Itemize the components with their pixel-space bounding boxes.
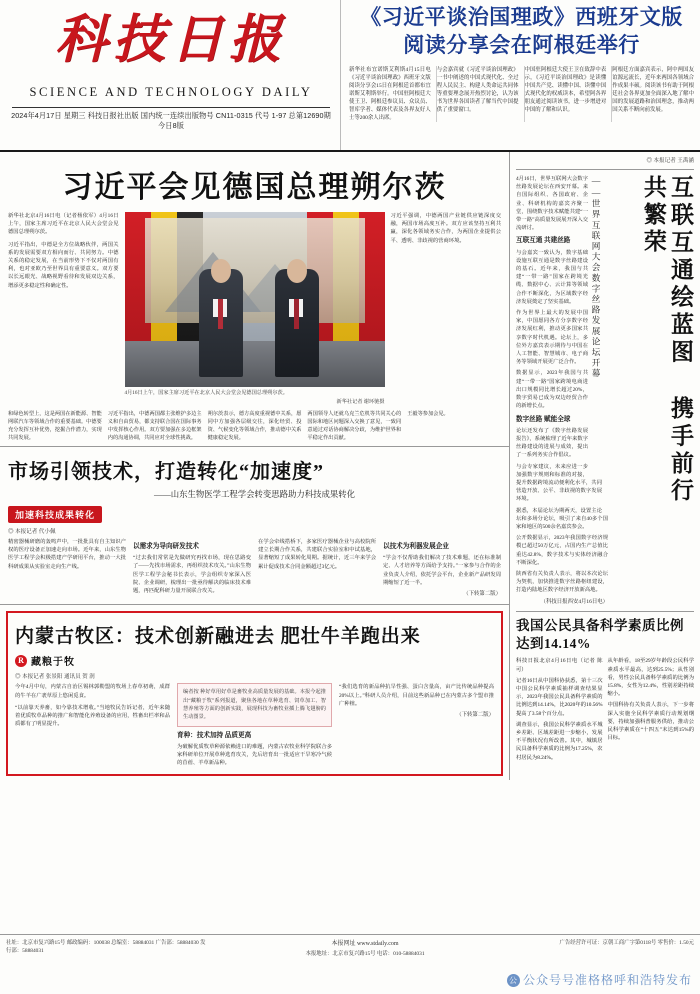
story2-column-4 — [383, 538, 501, 598]
story3-tag-row — [15, 653, 494, 668]
story3-continuation: （下转第二版） — [456, 712, 494, 719]
story1-lower-2: 习近平指出，中德两国都主张维护多边主义和自由贸易，都支持联合国在国际事务中发挥核心作用。双方要加强在多边框架内的沟通协调，共同应对全球性挑战。 — [107, 410, 202, 441]
story2-section-tag: 加速科技成果转化 — [8, 506, 102, 523]
story2-columns — [8, 538, 501, 598]
right-vertical-subtitle: ——世界互联网大会数字丝路发展论坛开幕 — [591, 175, 601, 380]
masthead-left — [0, 0, 340, 150]
right-story2-p2: 调查显示，我国公民科学素质水平城乡差距、区域差距进一步缩小，发展不平衡状况有所改善。其中，城镇居民具备科学素质的比例为17.25%，农村居民为8.24%。 — [516, 721, 603, 761]
right-story2-col2 — [608, 657, 695, 761]
story3-column-1 — [15, 683, 170, 767]
right-story2-columns — [516, 657, 694, 761]
masthead-divider — [12, 107, 330, 108]
right-subhead-2: 数字丝路 赋能全球 — [516, 415, 571, 423]
story-market-tech — [0, 447, 509, 605]
story2-column-1 — [8, 538, 126, 598]
right-p1: 与会嘉宾一致认为，数字基础设施互联互通是数字丝路建设的基石。近年来，我国与共建“一带一路”国家在跨境光缆、数据中心、云计算等领域合作不断深化，为区域数字经济发展奠定了坚实基础。 — [516, 249, 588, 305]
story3-byline: ◎ 本报记者 张景阳 通讯员 贺 润 — [15, 674, 95, 681]
story1-column-3 — [391, 212, 502, 405]
story3-editor-note: 编者按 种好草用好草是畜牧业高质量发展的基础。本报今起推出“藏粮于牧”系列报道，聚焦各地在草种选育、饲草加工、智慧养殖等方面的创新实践，展现科技为畜牧业插上腾飞翅膀的生动图景。 — [177, 683, 332, 726]
story1-column-1 — [8, 212, 119, 405]
left-column-zone — [0, 152, 510, 780]
story2-col2-text: “过去我们常常是先做研究再找市场，现在思路变了——先找市场需求，再组织技术攻关。”山东生物医学工程学会秘书长表示，学会组织专家深入医院、企业调研，梳理出一批亟待解决的临床技术难题，再匹配科研力量开展联合攻关。 — [133, 555, 251, 595]
masthead-metadata: 2024年4月17日 星期三 科技日报社出版 国内统一连续出版物号 CN11-0315 代号 1-97 总第12690期 今日8版 — [11, 110, 331, 130]
right-p7: 公开数据显示，2023年我国数字经济规模已超过50万亿元，占国内生产总值比重达42.8%，数字技术与实体经济融合不断深化。 — [516, 535, 608, 566]
story-inner-mongolia-boxed — [6, 611, 503, 775]
story2-column-3 — [258, 538, 376, 598]
story1-lower-5: 王毅等参加会见。 — [407, 410, 449, 417]
right-story2-byline: 科技日报北京4月16日电（记者 陈 可） — [516, 658, 603, 673]
right-p3: 数据显示，2023年我国与共建“一带一路”国家跨境电商进出口规模同比增长超过20%，数字贸易已成为双边经贸合作的新增长点。 — [516, 370, 588, 410]
story1-photo-caption: 4月16日上午，国家主席习近平在北京人民大会堂会见德国总理朔尔茨。 — [124, 390, 288, 396]
story1-col3-text: 习近平强调，中德两国产业链供应链深度交融，两国市场高度互补。双方应该坚持互利共赢，深化各领域务实合作，为两国企业提供公平、透明、非歧视的营商环境。 — [390, 213, 501, 244]
story1-lower-3: 朔尔茨表示，德方高度重视德中关系，愿同中方加强各层级交往，深化经贸、投资、气候变化等领域合作，推动德中关系健康稳定发展。 — [207, 410, 302, 441]
story3-headline: 内蒙古牧区：技术创新融进去 肥壮牛羊跑出来 — [15, 626, 421, 648]
footer-right: 广告经营许可证：京朝工商广字第0118号 零售价：1.50元 — [559, 940, 694, 946]
right-divider-1 — [516, 169, 694, 170]
story1-photo-block — [125, 212, 385, 405]
story1-lower-1: 和绿色转型上，这是两国在新能源、智能网联汽车等领域合作的重要基础。中德要充分发挥互补优势，挖掘合作潜力，实现共同发展。 — [8, 410, 102, 441]
right-headline-2: 我国公民具备科学素质比例达到14.14% — [516, 617, 684, 652]
story3-col3-text: 为破解优质牧草种源依赖进口的难题，内蒙古农牧业科学院联合多家科研单位开展草种选育攻关，先后培育出一批适应干旱寒冷气候的苜蓿、羊草新品种。 — [177, 743, 332, 767]
story3-column-3 — [339, 683, 494, 767]
story3-tag-label: 藏粮于牧 — [31, 657, 75, 669]
page-body — [0, 152, 700, 780]
story1-col1-text2: 习近平指出，中德是全方位战略伙伴，两国关系的发展需要双方相向而行、共同努力。中德关系的稳定发展，在当前形势下不仅对两国有利，也对亚欧乃至世界具有重要意义。双方要以长远眼光、战略视野看待和发展双边关系，增添更多稳定性和确定性。 — [8, 241, 119, 289]
right-story2-p3: 从年龄看，18至29岁年龄段公民科学素质水平最高，达到25.5%；从性别看，男性公民具备科学素质的比例为15.8%，女性为12.4%，性别差距持续缩小。 — [607, 658, 694, 698]
story2-col3-text: 在学会牵线搭桥下，多家医疗器械企业与高校院所建立长期合作关系，共建联合实验室和中试基地，显著缩短了成果转化周期。据统计，近三年来学会累计促成技术合同金额超过3亿元。 — [258, 539, 376, 570]
right-vertical-headline: 互联互通绘蓝图 携手前行共繁荣 — [640, 175, 693, 505]
footer-middle — [206, 938, 524, 957]
right-story2-p4: 中国科协有关负责人表示，下一步将深入实施全民科学素质行动规划纲要，持续加强科普服务供给，推动公民科学素质在“十四五”末达到15%的目标。 — [607, 702, 694, 742]
right-story2-col1 — [516, 657, 603, 761]
footer-website: 本报网址 www.stdaily.com — [331, 941, 399, 947]
right-p6: 据悉，本届论坛为期两天，设置主论坛和多场分论坛，吸引了来自40多个国家和地区的500余名嘉宾参会。 — [516, 507, 608, 530]
footer-address: 本报地址：北京市复兴路15号 电话：010-58884031 — [305, 951, 425, 957]
story3-col1-text2: “以前靠天养畜，如今靠技术增收。”当地牧民告诉记者，近年来随着优质牧草品种的推广和智能化养殖设备的应用，牲畜出栏率和品质都有了明显提升。 — [15, 704, 170, 728]
story3-col4-text: “我们选育的新品种抗旱性强、蛋白含量高，亩产比传统品种提高20%以上。”科研人员介绍，目前这些新品种已在内蒙古多个盟市推广种植。 — [339, 684, 494, 707]
story3-subhead: 育种：技术加持 品质更高 — [177, 731, 252, 739]
right-divider-2 — [516, 611, 694, 612]
story3-column-2 — [177, 683, 332, 767]
story2-byline: ◎ 本报记者 代小佩 — [8, 529, 56, 536]
story2-col1-text: 精密器械研磨的轰鸣声中，一批批具有自主知识产权的医疗设备正加速走向市场。近年来，山东生物医学工程学会积极搭建产学研用平台，推动一大批科研成果从实验室走向生产线。 — [8, 539, 126, 570]
watermark — [507, 971, 692, 988]
lead-column-2: 与会嘉宾就《习近平谈治国理政》一书中阐述的中国式现代化、全过程人民民主、构建人类命运共同体等重要理念展开热烈讨论，认为该书为世界各国读者了解当代中国提供了重要窗口。 — [436, 66, 519, 123]
watermark-badge-icon: 公 — [508, 976, 518, 986]
story1-headline: 习近平会见德国总理朔尔茨 — [62, 171, 447, 204]
lead-story — [340, 0, 700, 150]
newspaper-title: 科技日报 — [54, 12, 287, 69]
story2-continuation: （下转第二版） — [463, 591, 501, 598]
lead-headline-line1: 《习近平谈治国理政》西班牙文版 — [360, 5, 683, 29]
story1-lower-columns — [8, 410, 501, 442]
lead-columns — [349, 66, 694, 123]
story3-col1-text: 今年4月中旬，内蒙古自治区锡林郭勒盟的牧场上春草初萌，成群的牛羊在广袤草原上悠闲觅食。 — [15, 684, 170, 699]
right-credit: （科技日报西安4月16日电） — [540, 598, 608, 605]
right-p2: 作为世界上最大的发展中国家，中国愿同各方分享数字经济发展红利，推动更多国家共享数字时代机遇。论坛上，多位外方嘉宾表示期待与中国在人工智能、智慧城市、电子商务等领域开展更广泛合作。 — [516, 310, 588, 366]
story2-column-2 — [133, 538, 251, 598]
story1-lower-4: 两国领导人还就乌克兰危机等共同关心的国际和地区问题深入交换了意见，一致同意通过对话协商解决分歧，为维护世界和平稳定作出贡献。 — [307, 410, 402, 441]
story2-subhead-1: 以需求为导向研发技术 — [133, 543, 199, 551]
lead-headline-line2: 阅读分享会在阿根廷举行 — [403, 33, 640, 58]
right-p5: 与会专家建议，未来应进一步加强数字规则和标准的对接，提升数据跨境流动便利化水平，共同营造开放、公平、非歧视的数字发展环境。 — [516, 463, 602, 503]
story2-headline: 市场引领技术，打造转化“加速度” — [8, 461, 324, 484]
story3-columns — [15, 683, 494, 767]
story1-col1-text: 新华社北京4月16日电（记者杨依军）4月16日上午，国家主席习近平在北京人民大会堂会见德国总理朔尔茨。 — [8, 213, 119, 236]
right-byline: ◎ 本报记者 王禹涵 — [646, 158, 694, 164]
right-column-zone — [510, 152, 700, 780]
lead-column-4: 阿根廷方面嘉宾表示，阿中两国友谊源远流长，近年来两国各领域合作成果丰硕。阅读该书有助于阿根廷社会各界更加全面深入地了解中国的发展道路和治国理念，推动两国关系不断向前发展。 — [611, 66, 694, 123]
story1-photo-credit: 新华社记者 谢环驰摄 — [336, 398, 385, 405]
newspaper-title-english: SCIENCE AND TECHNOLOGY DAILY — [29, 84, 313, 99]
right-p4: 论坛还发布了《数字丝路发展报告》，系统梳理了近年来数字丝路建设的进展与成效，提出了一系列务实合作倡议。 — [516, 427, 588, 459]
watermark-text: 公众号号准格格呼和浩特发布 — [522, 973, 692, 987]
right-story2-p1: 记者16日从中国科协获悉，第十三次中国公民科学素质抽样调查结果显示，2023年我国公民具备科学素质的比例达到14.14%，比2020年的10.56%提高了3.58个百分点。 — [516, 677, 603, 717]
lead-column-1: 新华社布宜诺斯艾利斯4月15日电 《习近平谈治国理政》西班牙文版阅读分享会15日在阿根廷首都布宜诺斯艾利斯举行。中国驻阿根廷大使王卫、阿根廷参议员、众议员、智库学者、媒体代表及各界友好人士等200余人出席。 — [349, 66, 431, 122]
lead-column-3: 中国驻阿根廷大使王卫在致辞中表示，《习近平谈治国理政》是读懂中国共产党、读懂中国、读懂中国式现代化的权威读本，希望阿各界朋友通过阅读该书，进一步增进对中国的了解和认识。 — [524, 66, 607, 123]
footer-left: 社址：北京市复兴路15号 邮政编码：100038 总编室：58884031 广告部：58884030 发行部：58884031 — [6, 940, 206, 954]
story3-tag-icon: R — [15, 655, 27, 667]
masthead — [0, 0, 700, 152]
right-p8: 陕西省有关负责人表示，将以本次论坛为契机，加快推进数字丝路枢纽建设，打造内陆地区数字经济开放新高地。 — [516, 570, 608, 594]
story2-subhead-2: 以技术为利器发展企业 — [383, 543, 449, 551]
story1-photo — [125, 212, 385, 387]
story2-col4-text: “学会不仅帮助我们解决了技术难题，还在标准制定、人才培养等方面给予支持。”一家参与合作的企业负责人介绍，依托学会平台，企业新产品研发周期缩短了近一半。 — [383, 555, 501, 586]
right-subhead-1: 互联互通 共建丝路 — [516, 237, 571, 245]
story1-top-grid — [8, 212, 501, 405]
right-lead-p: 4月16日，世界互联网大会数字丝路发展论坛在西安开幕。来自国际组织、各国政府、企业、科研机构的嘉宾齐聚一堂，围绕数字技术赋能共建“一带一路”高质量发展展开深入交流研讨。 — [516, 176, 588, 232]
story-xi-scholz — [0, 152, 509, 447]
story2-subtitle: ——山东生物医学工程学会转变思路助力科技成果转化 — [154, 490, 355, 500]
